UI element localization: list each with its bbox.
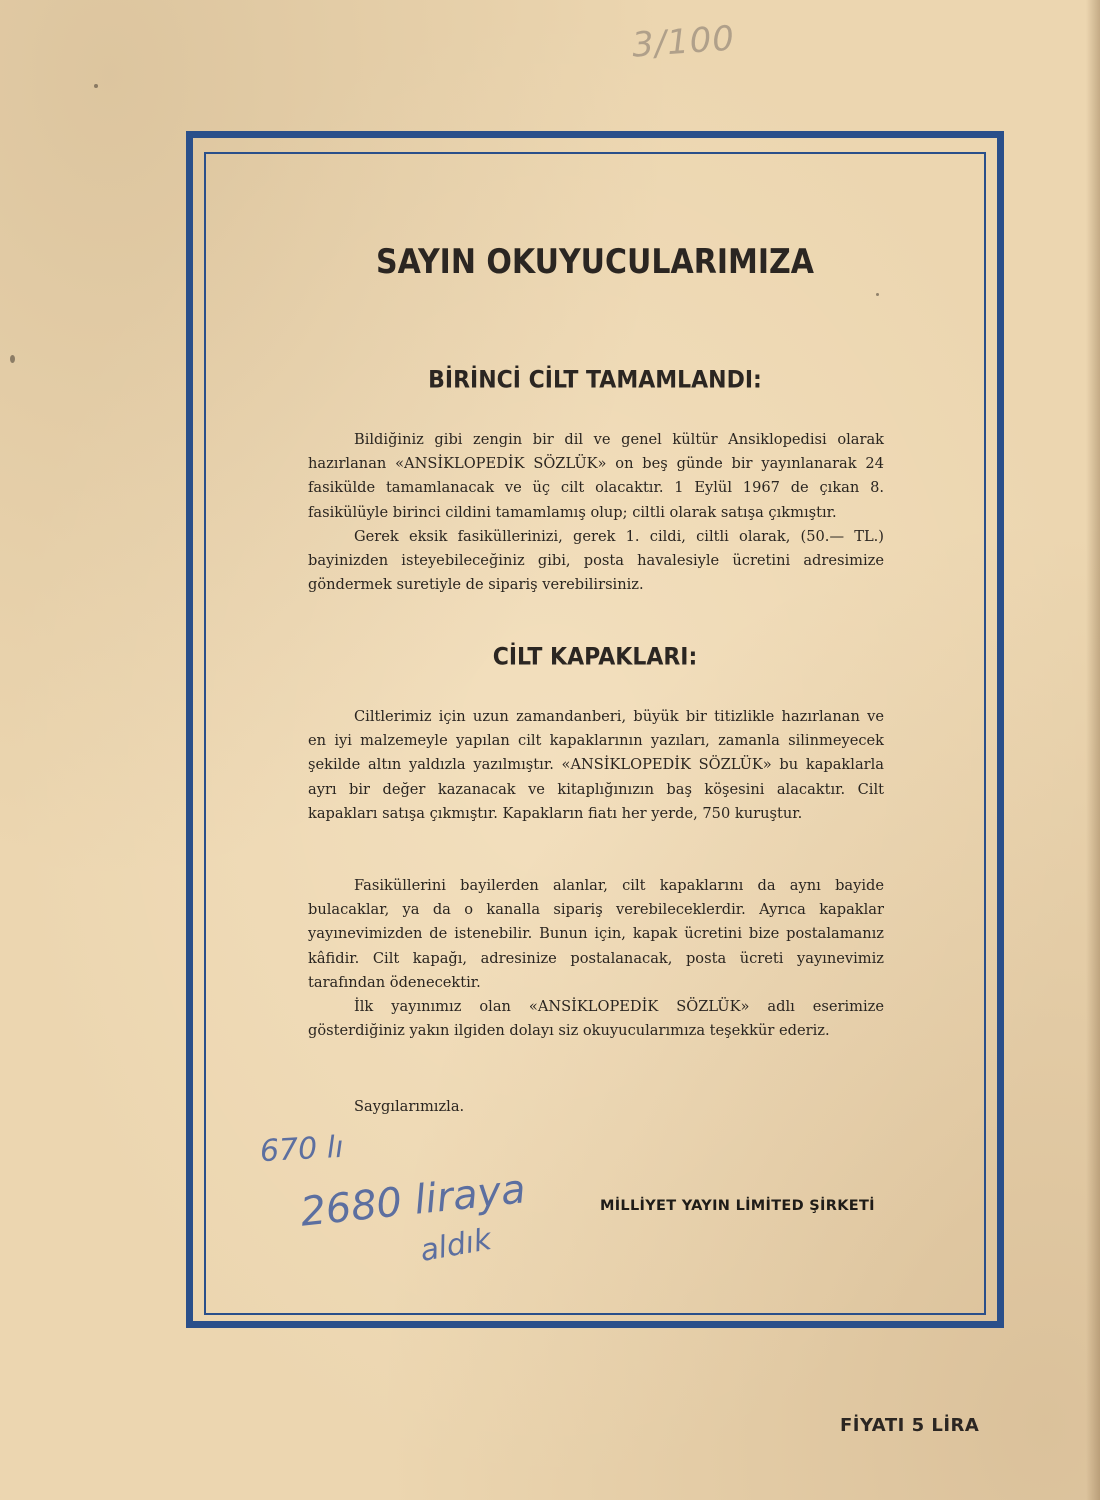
publisher-signature: MİLLİYET YAYIN LİMİTED ŞİRKETİ	[600, 1198, 875, 1214]
section2-heading: CİLT KAPAKLARI:	[492, 643, 698, 672]
handwritten-note-line2: 2680 liraya	[298, 1166, 528, 1236]
price-label: FİYATI 5 LİRA	[840, 1415, 980, 1436]
closing-greeting: Saygılarımızla.	[354, 1098, 465, 1115]
handwritten-note-line1: 670 lı	[259, 1129, 345, 1170]
section1-heading: BİRİNCİ CİLT TAMAMLANDI:	[428, 366, 762, 395]
section2-body	[308, 705, 884, 826]
section3-body	[308, 874, 884, 1043]
paper-blemish	[10, 355, 15, 363]
section3-paragraph: İlk yayınımız olan «ANSİKLOPEDİK SÖZLÜK» adlı eserimize gösterdiğiniz yakın ilgiden dolayı siz okuyucularımıza teşekkür ederiz.	[308, 998, 884, 1040]
section3-paragraph: Fasiküllerini bayilerden alanlar, cilt kapaklarını da aynı bayide bulacaklar, ya da o kanalla sipariş verebileceklerdir. Ayrıca kapaklar yayınevimizden de istenebilir. Bunun için, kapak ücretini bize postalamanız kâfidir. Cilt kapağı, adresinize postalanacak, posta ücreti yayınevimiz tarafından ödenecektir.	[308, 877, 884, 991]
page-title: SAYIN OKUYUCULARIMIZA	[375, 242, 815, 283]
page-edge-shadow	[1086, 0, 1100, 1500]
section1-paragraph: Bildiğiniz gibi zengin bir dil ve genel kültür Ansiklopedisi olarak hazırlanan «ANSİKLOPEDİK SÖZLÜK» on beş günde bir yayınlanarak 24 fasikülde tamamlanacak ve üç cilt olacaktır. 1 Eylül 1967 de çıkan 8. fasikülüyle birinci cildini tamamlamış olup; ciltli olarak satışa çıkmıştır.	[308, 431, 884, 521]
handwritten-note-line3: aldık	[417, 1222, 494, 1269]
section1-body	[308, 428, 884, 597]
page-number-note: 3/100	[630, 18, 737, 66]
section1-paragraph: Gerek eksik fasiküllerinizi, gerek 1. cildi, ciltli olarak, (50.— TL.) bayinizden isteyebileceğiniz gibi, posta havalesiyle ücretini adresimize göndermek suretiyle de sipariş verebilirsiniz.	[308, 527, 884, 594]
paper-blemish	[94, 84, 98, 88]
section2-paragraph: Ciltlerimiz için uzun zamandanberi, büyük bir titizlikle hazırlanan ve en iyi malzemeyle yapılan cilt kapaklarının yazıları, zamanla silinmeyecek şekilde altın yaldızla yazılmıştır. «ANSİKLOPEDİK SÖZLÜK» bu kapaklarla ayrı bir değer kazanacak ve kitaplığınızın baş köşesini alacaktır. Cilt kapakları satışa çıkmıştır. Kapakların fiatı her yerde, 750 kuruştur.	[308, 708, 884, 822]
